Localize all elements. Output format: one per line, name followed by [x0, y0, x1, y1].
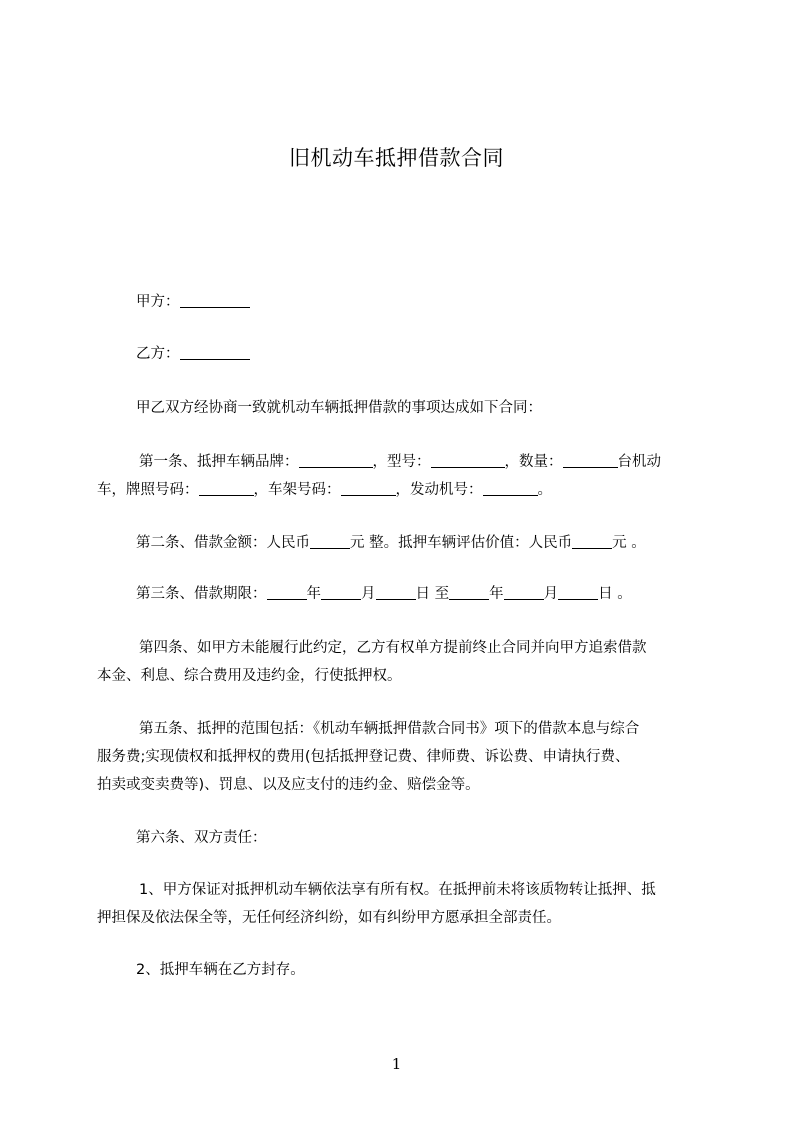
art1-model-blank [431, 451, 505, 468]
article-6-heading: 第六条、双方责任： [136, 830, 267, 846]
art3-day2: 日 。 [598, 586, 632, 602]
party-b-label: 乙方： [136, 346, 180, 362]
article-6-item-1-line-2: 押担保及依法保全等，无任何经济纠纷，如有纠纷甲方愿承担全部责任。 [97, 910, 561, 926]
art2-text-2: 元 整。抵押车辆评估价值：人民币 [350, 535, 573, 551]
party-a-line [97, 288, 744, 316]
document-title: 旧机动车抵押借款合同 [289, 146, 504, 170]
article-2-line [97, 529, 744, 557]
art1-text-3: ，数量： [504, 454, 563, 470]
article-6-item-1-line-1: 1、甲方保证对抵押机动车辆依法享有所有权。在抵押前未将该质物转让抵押、抵 [139, 882, 656, 898]
art3-year1: 年 [306, 586, 321, 602]
party-a-blank [180, 291, 250, 308]
art3-text-1: 第三条、借款期限： [136, 586, 267, 602]
art1-text-4: 台机动 [617, 454, 661, 470]
article-5-line-1: 第五条、抵押的范围包括：《机动车辆抵押借款合同书》项下的借款本息与综合 [139, 721, 640, 737]
article-3-line [97, 580, 744, 608]
art1-quantity-blank [563, 451, 618, 468]
party-a-label: 甲方： [136, 294, 180, 310]
art1-text-6: ，车架号码： [253, 482, 341, 498]
art2-value-blank [572, 532, 612, 549]
art1-engine-blank [483, 479, 538, 496]
art3-month1: 月 [361, 586, 376, 602]
art1-text-7: ，发动机号： [395, 482, 483, 498]
article-5-line-2: 服务费;实现债权和抵押权的费用(包括抵押登记费、律师费、诉讼费、申请执行费、 [97, 749, 630, 765]
art2-amount-blank [310, 532, 350, 549]
art1-text-1: 第一条、抵押车辆品牌： [139, 454, 299, 470]
art2-text-3: 元 。 [612, 535, 646, 551]
art1-plate-blank [199, 479, 254, 496]
art3-year2: 年 [489, 586, 504, 602]
page-number: 1 [391, 1055, 402, 1073]
art3-month2-blank [504, 583, 544, 600]
article-1-line-1 [97, 448, 747, 476]
intro-paragraph: 甲乙双方经协商一致就机动车辆抵押借款的事项达成如下合同： [136, 400, 542, 416]
article-1-line-2 [97, 476, 705, 504]
art3-month1-blank [321, 583, 361, 600]
article-6-item-2: 2、抵押车辆在乙方封存。 [136, 962, 305, 978]
art1-text-5: 车，牌照号码： [97, 482, 199, 498]
art3-day1: 日 至 [415, 586, 450, 602]
party-b-blank [180, 343, 250, 360]
art1-text-8: 。 [537, 482, 552, 498]
art1-brand-blank [299, 451, 373, 468]
art3-year2-blank [449, 583, 489, 600]
art3-day1-blank [376, 583, 416, 600]
art3-year1-blank [267, 583, 307, 600]
article-4-line-1: 第四条、如甲方未能履行此约定，乙方有权单方提前终止合同并向甲方追索借款 [139, 640, 647, 656]
art1-text-2: ，型号： [372, 454, 431, 470]
art1-vin-blank [341, 479, 396, 496]
art3-day2-blank [558, 583, 598, 600]
art3-month2: 月 [543, 586, 559, 602]
party-b-line [97, 340, 744, 368]
article-5-line-3: 拍卖或变卖费等)、罚息、以及应支付的违约金、赔偿金等。 [97, 777, 480, 793]
article-4-line-2: 本金、利息、综合费用及违约金，行使抵押权。 [97, 668, 402, 684]
art2-text-1: 第二条、借款金额：人民币 [136, 535, 310, 551]
